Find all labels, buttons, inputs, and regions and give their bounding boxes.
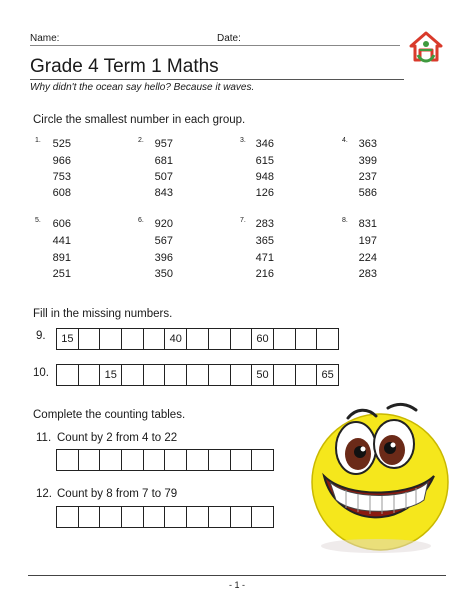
logo-icon xyxy=(406,30,446,68)
number-cell[interactable]: 15 xyxy=(56,328,79,350)
number-cell[interactable] xyxy=(230,449,253,471)
group-value: 216 xyxy=(255,268,274,280)
number-cell[interactable]: 65 xyxy=(316,364,339,386)
group-value: 948 xyxy=(255,171,274,183)
number-cell[interactable] xyxy=(143,449,166,471)
counting-instruction: Complete the counting tables. xyxy=(33,409,186,421)
missing-instruction: Fill in the missing numbers. xyxy=(33,308,173,320)
number-cell[interactable] xyxy=(316,328,339,350)
number-cell[interactable] xyxy=(208,364,231,386)
number-cell[interactable] xyxy=(186,506,209,528)
group-value: 586 xyxy=(358,187,377,199)
group-value: 365 xyxy=(255,235,274,247)
group-value: 567 xyxy=(154,235,173,247)
number-cell[interactable] xyxy=(78,328,101,350)
row-number: 12. xyxy=(36,488,52,500)
number-cell[interactable] xyxy=(121,449,144,471)
number-cell[interactable] xyxy=(164,364,187,386)
group-value: 957 xyxy=(154,138,173,150)
page-number: - 1 - xyxy=(228,580,245,590)
title-line xyxy=(30,79,404,80)
name-label: Name: xyxy=(30,33,60,44)
date-label: Date: xyxy=(217,33,241,44)
header-line xyxy=(30,45,400,46)
group-value: 346 xyxy=(255,138,274,150)
number-cell[interactable] xyxy=(186,449,209,471)
number-cell[interactable] xyxy=(208,328,231,350)
number-cell[interactable]: 50 xyxy=(251,364,274,386)
number-cell[interactable] xyxy=(56,364,79,386)
number-cell[interactable] xyxy=(78,506,101,528)
group-value: 441 xyxy=(52,235,71,247)
number-cell[interactable] xyxy=(186,328,209,350)
number-cell[interactable] xyxy=(164,506,187,528)
counting-label: Count by 2 from 4 to 22 xyxy=(57,432,178,444)
number-cell[interactable] xyxy=(251,506,274,528)
joke-text: Why didn't the ocean say hello? Because it waves. xyxy=(30,82,255,93)
missing-grid-9 xyxy=(56,328,339,350)
number-cell[interactable]: 60 xyxy=(251,328,274,350)
group-value: 831 xyxy=(358,218,377,230)
row-number: 9. xyxy=(36,330,46,342)
group-number: 4. xyxy=(342,137,348,144)
number-cell[interactable] xyxy=(99,328,122,350)
group-value: 126 xyxy=(255,187,274,199)
counting-label: Count by 8 from 7 to 79 xyxy=(57,488,178,500)
number-cell[interactable] xyxy=(230,506,253,528)
group-number: 7. xyxy=(240,217,246,224)
row-number: 10. xyxy=(33,367,49,379)
number-cell[interactable] xyxy=(99,506,122,528)
group-value: 197 xyxy=(358,235,377,247)
row-number: 11. xyxy=(36,432,52,444)
group-value: 283 xyxy=(255,218,274,230)
number-cell[interactable] xyxy=(208,449,231,471)
counting-grid-11 xyxy=(56,449,274,471)
number-cell[interactable] xyxy=(295,328,318,350)
number-cell[interactable] xyxy=(230,364,253,386)
group-value: 237 xyxy=(358,171,377,183)
number-cell[interactable] xyxy=(99,449,122,471)
page-title: Grade 4 Term 1 Maths xyxy=(30,56,219,77)
counting-grid-12 xyxy=(56,506,274,528)
number-cell[interactable] xyxy=(208,506,231,528)
number-cell[interactable]: 15 xyxy=(99,364,122,386)
group-value: 920 xyxy=(154,218,173,230)
group-value: 525 xyxy=(52,138,71,150)
smiley-face-illustration xyxy=(296,396,456,556)
group-value: 681 xyxy=(154,155,173,167)
group-value: 350 xyxy=(154,268,173,280)
group-value: 615 xyxy=(255,155,274,167)
group-value: 608 xyxy=(52,187,71,199)
group-number: 5. xyxy=(35,217,41,224)
missing-grid-10 xyxy=(56,364,339,386)
group-value: 399 xyxy=(358,155,377,167)
number-cell[interactable] xyxy=(230,328,253,350)
number-cell[interactable] xyxy=(186,364,209,386)
group-value: 966 xyxy=(52,155,71,167)
number-cell[interactable] xyxy=(273,328,296,350)
footer-line xyxy=(28,575,446,576)
group-number: 8. xyxy=(342,217,348,224)
group-value: 251 xyxy=(52,268,71,280)
group-value: 606 xyxy=(52,218,71,230)
number-cell[interactable] xyxy=(121,328,144,350)
number-cell[interactable] xyxy=(143,506,166,528)
group-number: 2. xyxy=(138,137,144,144)
number-cell[interactable] xyxy=(164,449,187,471)
group-value: 224 xyxy=(358,252,377,264)
group-value: 753 xyxy=(52,171,71,183)
number-cell[interactable] xyxy=(121,506,144,528)
number-cell[interactable] xyxy=(143,328,166,350)
number-cell[interactable] xyxy=(56,449,79,471)
number-cell[interactable] xyxy=(251,449,274,471)
number-cell[interactable] xyxy=(143,364,166,386)
group-value: 891 xyxy=(52,252,71,264)
group-number: 6. xyxy=(138,217,144,224)
number-cell[interactable] xyxy=(78,449,101,471)
group-value: 507 xyxy=(154,171,173,183)
group-number: 3. xyxy=(240,137,246,144)
group-number: 1. xyxy=(35,137,41,144)
number-cell[interactable] xyxy=(121,364,144,386)
group-value: 283 xyxy=(358,268,377,280)
number-cell[interactable] xyxy=(78,364,101,386)
group-value: 363 xyxy=(358,138,377,150)
group-value: 396 xyxy=(154,252,173,264)
number-cell[interactable]: 40 xyxy=(164,328,187,350)
number-cell[interactable] xyxy=(56,506,79,528)
number-cell[interactable] xyxy=(273,364,296,386)
group-value: 843 xyxy=(154,187,173,199)
group-value: 471 xyxy=(255,252,274,264)
circle-instruction: Circle the smallest number in each group. xyxy=(33,114,246,126)
number-cell[interactable] xyxy=(295,364,318,386)
